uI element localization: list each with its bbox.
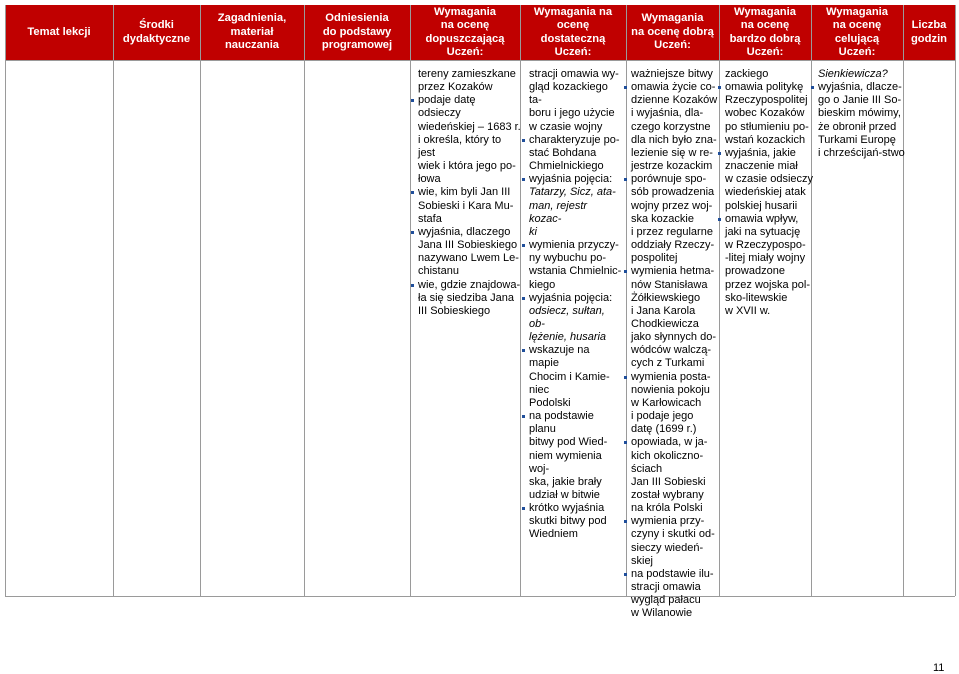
text-line: czyny i skutki od- [631,528,715,541]
text-line: Żółkiewskiego [631,291,701,304]
text-line: znaczenie miał [725,160,798,173]
text-line: datę (1699 r.) [631,423,697,436]
header-line: programowej [321,39,393,52]
header-line: Wymagania [826,5,888,18]
text-line: i określa, który to jest [418,133,502,159]
bullet-line: podaje datę odsieczy [418,94,521,120]
text-line: przez Kozaków [418,81,493,94]
header-cell [719,5,811,60]
grid-hline [5,596,955,597]
header-line: bardzo dobrą [729,32,801,45]
text-line: dla nich było zna- [631,133,717,146]
bullet-line: opowiada, w ja- [631,436,719,449]
bullet-line: wyjaśnia pojęcia: [529,292,622,305]
text-line: prowadzone [725,265,785,278]
header-line: godzin [910,32,948,45]
header-line: Uczeń: [446,46,484,58]
text-line: boru i jego użycie [529,107,615,120]
bullet-line: na podstawie ilu- [631,568,719,581]
text-line: udział w bitwie [529,489,600,501]
text-line: przez wojska pol- [725,278,810,291]
text-line: zackiego [725,68,769,80]
text-line: w czasie wojny [529,120,603,133]
bullet-line: wymienia hetma- [631,265,719,278]
header-cell [5,5,113,60]
column-dostateczna [529,68,622,542]
text-line: skutki bitwy pod [529,515,607,528]
bullet-line: na podstawie planu [529,410,622,436]
header-line: materiał [230,25,274,38]
text-line: ki [529,225,537,238]
bullet-line: wymienia przy- [631,515,719,528]
header-cell [113,5,200,60]
header-line: nauczania [224,39,280,52]
text-line: kiego [529,278,556,291]
bullet-line: omawia politykę [725,81,815,94]
text-line: Chodkiewicza [631,317,699,330]
text-line: lężenie, husaria [529,331,607,344]
text-line: został wybrany [631,489,704,501]
bullet-line: wskazuje na mapie [529,344,622,370]
text-line: wiek i która jego po- [418,160,516,173]
text-line: niem wymienia woj- [529,449,602,475]
header-cell [811,5,903,60]
text-line: stracji omawia wy- [529,68,619,80]
bullet-line: wie, kim byli Jan III [418,186,521,199]
text-line: chistanu [418,265,459,278]
grid-vline [719,5,720,596]
text-line: sko-litewskie [725,291,788,304]
grid-vline [113,5,114,596]
header-line: dopuszczającą [425,32,505,45]
header-cell [410,5,520,60]
text-line: pospolitej [631,252,678,265]
text-line: że obronił przed [818,120,897,133]
bullet-line: wyjaśnia, dlaczego [418,226,521,239]
text-line: jestrze kozackim [631,160,713,173]
text-line: Chmielnickiego [529,160,604,173]
column-celujaca [818,68,908,160]
header-line: Uczeń: [838,46,876,58]
header-line: Wymagania [434,5,496,18]
text-line: i podaje jego [631,410,694,423]
text-line: nów Stanisława [631,278,708,291]
bullet-line: wyjaśnia, jakie [725,147,815,160]
text-line: odsiecz, sułtan, ob- [529,304,605,330]
text-line: kich okoliczno- [631,449,704,462]
grid-vline [304,5,305,596]
text-line: czego korzystne [631,120,711,133]
grid-hline [5,60,955,61]
header-cell [903,5,955,60]
grid-vline [410,5,411,596]
header-line: na ocenę [440,19,490,31]
text-line: łowa [418,173,441,186]
text-line: go o Janie III So- [818,94,902,107]
text-line: polskiej husarii [725,199,798,212]
column-bardzo-dobra [725,68,815,318]
text-line: niec [529,383,550,396]
header-line: Wymagania [641,12,704,25]
text-line: na króla Polski [631,502,703,515]
text-line: cych z Turkami [631,357,705,370]
header-line: celującą [834,32,880,45]
text-line: wstań kozackich [725,133,806,146]
text-line: Rzeczypospolitej [725,94,808,107]
bullet-line: wymienia posta- [631,371,719,384]
text-line: w Wilanowie [631,607,693,620]
text-line: Jana III Sobieskiego [418,239,518,252]
text-line: jaki na sytuację [725,225,801,238]
header-cell [520,5,626,60]
header-line: Zagadnienia, [217,12,287,25]
text-line: ściach [631,462,663,475]
text-line: tereny zamieszkane [418,68,516,80]
header-cell [626,5,719,60]
text-line: skiej [631,554,654,567]
header-line: Wymagania [734,5,796,18]
bullet-line: charakteryzuje po- [529,134,622,147]
grid-vline [626,5,627,596]
text-line: -litej miały wojny [725,252,806,265]
text-line: stafa [418,212,442,225]
text-line: wojny przez woj- [631,199,713,212]
text-line: Podolski [529,396,571,409]
header-line: Temat lekcji [27,25,91,38]
text-line: Chocim i Kamie- [529,370,610,383]
text-line: ny wybuchu po- [529,252,607,265]
header-line: Wymagania na ocenę [533,5,613,31]
column-dopuszczajaca [418,68,521,318]
text-line: po stłumieniu po- [725,120,809,133]
header-line: dydaktyczne [122,32,191,45]
text-line: Wiedniem [529,528,578,541]
text-line: stać Bohdana [529,146,597,159]
text-line: sieczy wiedeń- [631,541,704,554]
text-line: bitwy pod Wied- [529,436,608,449]
bullet-line: wymienia przyczy- [529,239,622,252]
text-line: ska kozackie [631,212,694,225]
text-line: Sienkiewicza? [818,68,888,80]
text-line: man, rejestr kozac- [529,199,588,225]
text-line: nowienia pokoju [631,383,710,396]
text-line: jako słynnych do- [631,331,716,344]
text-line: lezienie się w re- [631,146,713,159]
text-line: nazywano Lwem Le- [418,252,519,265]
text-line: stracji omawia [631,581,701,594]
text-line: Jan III Sobieski [631,475,706,488]
bullet-line: porównuje spo- [631,173,719,186]
text-line: wódców walczą- [631,344,712,357]
header-line: na ocenę [832,19,882,31]
bullet-line: omawia życie co- [631,81,719,94]
text-line: Tatarzy, Sicz, ata- [529,186,616,199]
text-line: ska, jakie brały [529,475,602,488]
header-line: Środki [139,19,174,31]
text-line: wobec Kozaków [725,107,805,120]
grid-vline [955,5,956,596]
text-line: ważniejsze bitwy [631,68,713,80]
header-line: Liczba [911,19,947,31]
text-line: bieskim mówimy, [818,107,901,120]
text-line: wygląd pałacu [631,594,701,607]
text-line: i Jana Karola [631,304,696,317]
page-number: 11 [933,662,945,674]
text-line: dzienne Kozaków [631,94,718,107]
text-line: Turkami Europę [818,133,896,146]
text-line: oddziały Rzeczy- [631,239,715,252]
text-line: w Rzeczypospo- [725,239,806,252]
text-line: wstania Chmielnic- [529,265,622,278]
bullet-line: krótko wyjaśnia [529,502,622,515]
text-line: ła się siedziba Jana [418,291,515,304]
text-line: III Sobieskiego [418,304,491,317]
bullet-line: wyjaśnia pojęcia: [529,173,622,186]
bullet-line: wie, gdzie znajdowa- [418,278,521,291]
header-line: Uczeń: [654,39,691,52]
bullet-line: wyjaśnia, dlacze- [818,81,908,94]
text-line: w XVII w. [725,304,771,317]
header-line: na ocenę [740,19,790,31]
text-line: i chrześcijań-stwo [818,146,905,159]
text-line: w czasie odsieczy [725,173,814,186]
text-line: sób prowadzenia [631,186,715,199]
header-line: dostateczną [540,32,606,45]
header-line: na ocenę dobrą [631,25,714,38]
header-line: do podstawy [322,25,392,38]
text-line: i przez regularne [631,225,713,238]
text-line: i wyjaśnia, dla- [631,107,704,120]
text-line: gląd kozackiego ta- [529,81,608,107]
header-line: Uczeń: [554,46,592,58]
grid-vline [200,5,201,596]
header-cell [304,5,410,60]
header-line: Uczeń: [746,46,784,58]
bullet-line: omawia wpływ, [725,213,815,226]
header-line: Odniesienia [325,12,389,25]
text-line: wiedeńskiej – 1683 r. [418,120,521,133]
column-dobra [631,68,719,621]
text-line: w Karłowicach [631,396,702,409]
grid-vline [5,5,6,596]
text-line: Sobieski i Kara Mu- [418,199,514,212]
text-line: wiedeńskiej atak [725,186,806,199]
header-cell [200,5,304,60]
